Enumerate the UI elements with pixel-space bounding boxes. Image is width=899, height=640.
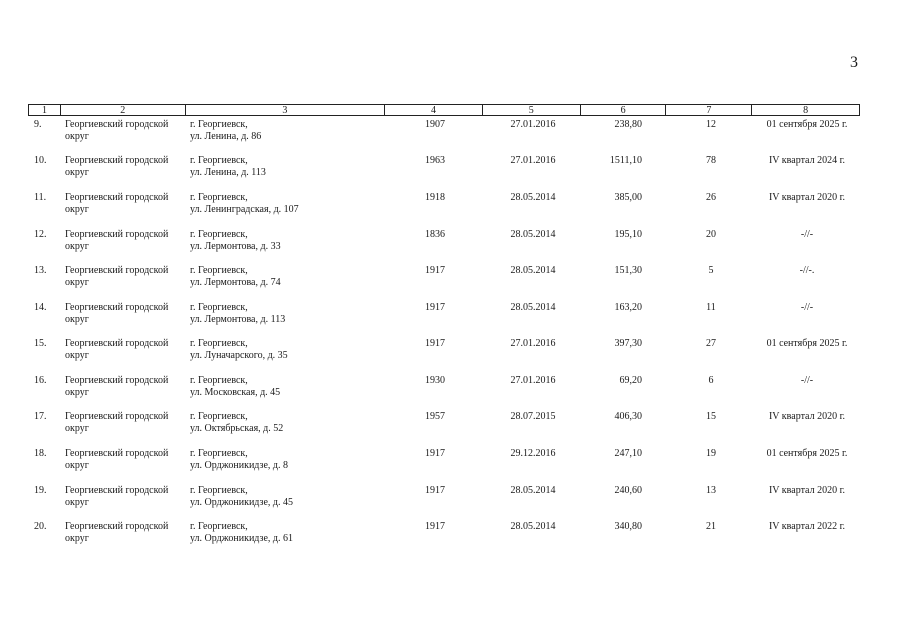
date: 28.05.2014 (510, 521, 556, 532)
year: 1917 (425, 302, 445, 313)
term: IV квартал 2024 г. (768, 155, 846, 166)
area: 240,60 (614, 485, 642, 496)
area: 340,80 (614, 521, 642, 532)
municipality: Георгиевский городской округ (65, 229, 169, 252)
year: 1917 (425, 521, 445, 532)
area: 406,30 (614, 411, 642, 422)
area: 151,30 (614, 265, 642, 276)
term: 01 сентября 2025 г. (766, 338, 848, 349)
term: -//-. (799, 265, 815, 276)
table-row (28, 265, 860, 293)
term: IV квартал 2022 г. (768, 521, 846, 532)
residents: 20 (706, 229, 716, 240)
row-number: 9. (34, 119, 42, 130)
municipality: Георгиевский городской округ (65, 521, 169, 544)
row-number: 13. (34, 265, 47, 276)
header-cell-8: 8 (803, 105, 809, 116)
municipality: Георгиевский городской округ (65, 119, 169, 142)
row-number: 20. (34, 521, 47, 532)
header-cell-2: 2 (61, 105, 186, 115)
row-number: 16. (34, 375, 47, 386)
term: -//- (800, 229, 814, 240)
row-number: 15. (34, 338, 47, 349)
municipality: Георгиевский городской округ (65, 338, 169, 361)
date: 27.01.2016 (510, 119, 556, 130)
date: 27.01.2016 (510, 338, 556, 349)
term: -//- (800, 302, 814, 313)
residents: 21 (706, 521, 716, 532)
address: г. Георгиевск, ул. Октябрьская, д. 52 (190, 411, 284, 434)
residents: 6 (708, 375, 714, 386)
header-cell-1: 1 (29, 105, 61, 115)
area: 195,10 (614, 229, 642, 240)
residents: 26 (706, 192, 716, 203)
row-number: 18. (34, 448, 47, 459)
header-cell-3: 3 (186, 105, 386, 115)
year: 1917 (425, 485, 445, 496)
row-number: 14. (34, 302, 47, 313)
date: 27.01.2016 (510, 155, 556, 166)
row-number: 17. (34, 411, 47, 422)
municipality: Георгиевский городской округ (65, 155, 169, 178)
residents: 27 (706, 338, 716, 349)
address: г. Георгиевск, ул. Лермонтова, д. 74 (190, 265, 281, 288)
date: 28.05.2014 (510, 302, 556, 313)
table-header (28, 104, 860, 116)
header-cell-7: 7 (666, 105, 752, 115)
area: 397,30 (614, 338, 642, 349)
address: г. Георгиевск, ул. Лермонтова, д. 33 (190, 229, 281, 252)
residents: 13 (706, 485, 716, 496)
year: 1836 (425, 229, 445, 240)
header-cell-5: 5 (483, 105, 581, 115)
address: г. Георгиевск, ул. Московская, д. 45 (190, 375, 281, 398)
residents: 5 (708, 265, 714, 276)
header-cell-4: 4 (385, 105, 483, 115)
area: 238,80 (614, 119, 642, 130)
year: 1917 (425, 265, 445, 276)
municipality: Георгиевский городской округ (65, 265, 169, 288)
date: 28.05.2014 (510, 265, 556, 276)
year: 1957 (425, 411, 445, 422)
row-number: 12. (34, 229, 47, 240)
table-row (28, 302, 860, 330)
table-row (28, 229, 860, 257)
header-cell-6: 6 (581, 105, 667, 115)
date: 28.05.2014 (510, 485, 556, 496)
area: 69,20 (619, 375, 642, 386)
table-row (28, 338, 860, 366)
date: 28.05.2014 (510, 192, 556, 203)
row-number: 10. (34, 155, 47, 166)
year: 1917 (425, 338, 445, 349)
table-row (28, 448, 860, 476)
municipality: Георгиевский городской округ (65, 411, 169, 434)
term: -//- (800, 375, 814, 386)
page-number: 3 (850, 54, 858, 71)
municipality: Георгиевский городской округ (65, 375, 169, 398)
area: 163,20 (614, 302, 642, 313)
address: г. Георгиевск, ул. Орджоникидзе, д. 61 (190, 521, 293, 544)
address: г. Георгиевск, ул. Ленинградская, д. 107 (190, 192, 299, 215)
address: г. Георгиевск, ул. Лермонтова, д. 113 (190, 302, 286, 325)
table-row (28, 375, 860, 403)
address: г. Георгиевск, ул. Ленина, д. 113 (190, 155, 266, 178)
area: 1511,10 (609, 155, 642, 166)
municipality: Георгиевский городской округ (65, 448, 169, 471)
area: 247,10 (614, 448, 642, 459)
term: 01 сентября 2025 г. (766, 119, 848, 130)
year: 1917 (425, 448, 445, 459)
municipality: Георгиевский городской округ (65, 302, 169, 325)
residents: 12 (706, 119, 716, 130)
term: IV квартал 2020 г. (768, 411, 846, 422)
row-number: 11. (34, 192, 47, 203)
municipality: Георгиевский городской округ (65, 485, 169, 508)
residents: 78 (706, 155, 716, 166)
year: 1963 (425, 155, 445, 166)
year: 1930 (425, 375, 445, 386)
residents: 15 (706, 411, 716, 422)
table-row (28, 411, 860, 439)
date: 28.07.2015 (510, 411, 556, 422)
date: 27.01.2016 (510, 375, 556, 386)
address: г. Георгиевск, ул. Луначарского, д. 35 (190, 338, 288, 361)
table-row (28, 521, 860, 549)
area: 385,00 (614, 192, 642, 203)
term: IV квартал 2020 г. (768, 192, 846, 203)
address: г. Георгиевск, ул. Орджоникидзе, д. 8 (190, 448, 288, 471)
row-number: 19. (34, 485, 47, 496)
residents: 11 (706, 302, 716, 313)
table-row (28, 192, 860, 220)
term: 01 сентября 2025 г. (766, 448, 848, 459)
table-row (28, 155, 860, 183)
table-row (28, 119, 860, 147)
table-row (28, 485, 860, 513)
term: IV квартал 2020 г. (768, 485, 846, 496)
address: г. Георгиевск, ул. Орджоникидзе, д. 45 (190, 485, 293, 508)
date: 29.12.2016 (510, 448, 556, 459)
address: г. Георгиевск, ул. Ленина, д. 86 (190, 119, 262, 142)
date: 28.05.2014 (510, 229, 556, 240)
residents: 19 (706, 448, 716, 459)
year: 1907 (425, 119, 445, 130)
year: 1918 (425, 192, 445, 203)
municipality: Георгиевский городской округ (65, 192, 169, 215)
